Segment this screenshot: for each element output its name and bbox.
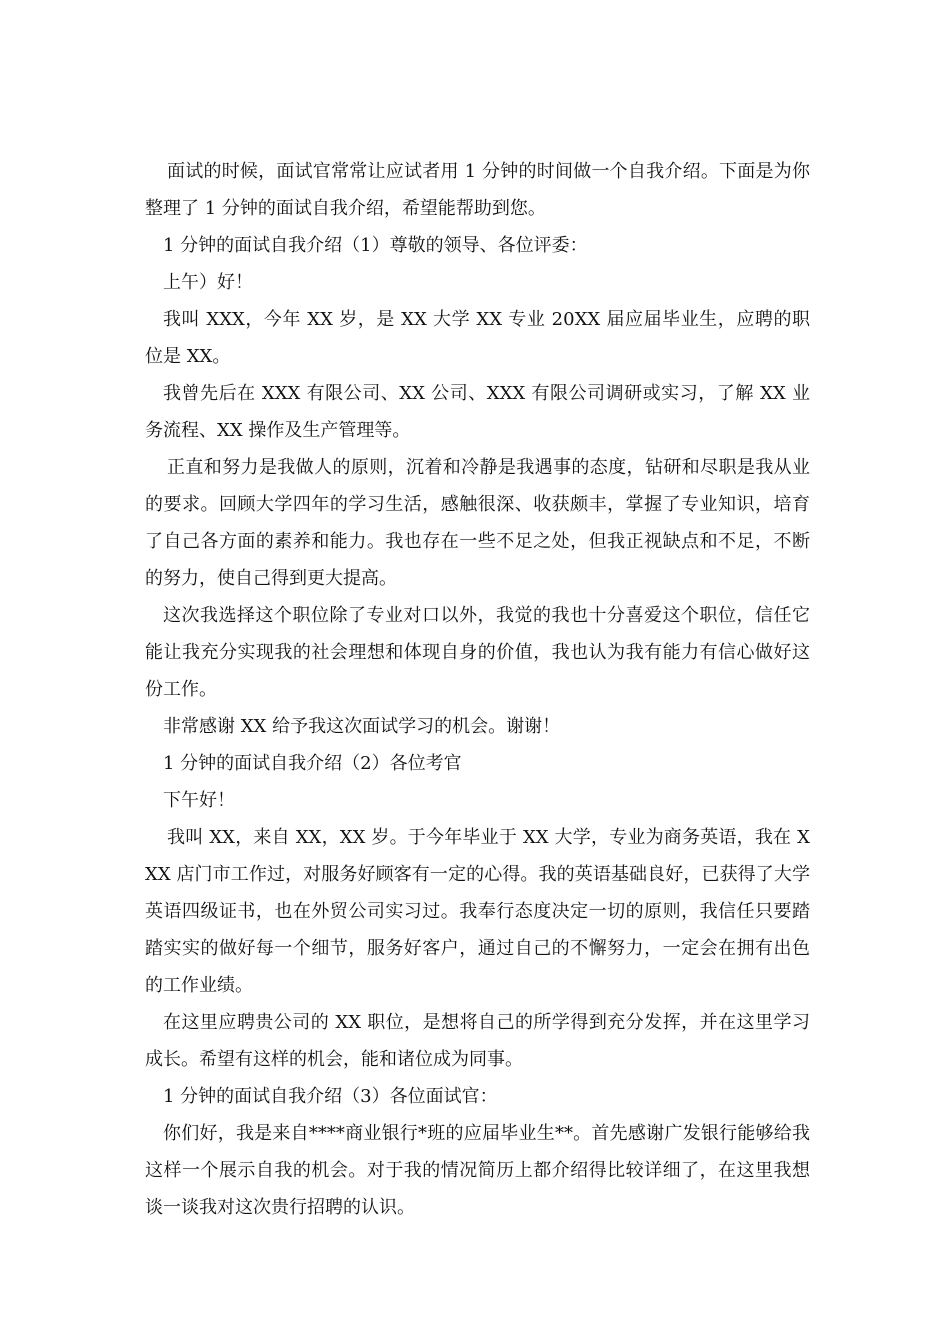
paragraph-motivation-2: 在这里应聘贵公司的 XX 职位，是想将自己的所学得到充分发挥，并在这里学习成长。希望有这样的机会，能和诸位成为同事。 — [145, 1012, 810, 1070]
paragraph-self-intro-2: 我叫 XX，来自 XX，XX 岁。于今年毕业于 XX 大学，专业为商务英语，我在 XXX 店门市工作过，对服务好顾客有一定的心得。我的英语基础良好，已获得了大学英语四级证书，也在外贸公司实习过。我奉行态度决定一切的原则，我信任只要踏踏实实的做好每一个细节，服务好客户，通过自己的不懈努力，一定会在拥有出色的工作业绩。 — [145, 827, 810, 996]
document-body — [145, 153, 810, 1226]
section-heading-2: 1 分钟的面试自我介绍（2）各位考官 — [163, 753, 462, 774]
paragraph-principles-1: 正直和努力是我做人的原则，沉着和冷静是我遇事的态度，钻研和尽职是我从业的要求。回顾大学四年的学习生活，感触很深、收获颇丰，掌握了专业知识，培育了自己各方面的素养和能力。我也存在一些不足之处，但我正视缺点和不足，不断的努力，使自己得到更大提高。 — [145, 457, 810, 589]
section-heading-1: 1 分钟的面试自我介绍（1）尊敬的领导、各位评委： — [163, 235, 588, 256]
paragraph-greeting-1: 上午）好！ — [163, 272, 253, 293]
section-heading-3: 1 分钟的面试自我介绍（3）各位面试官： — [163, 1086, 498, 1107]
paragraph-intro: 面试的时候，面试官常常让应试者用 1 分钟的时间做一个自我介绍。下面是为你整理了 1 分钟的面试自我介绍，希望能帮助到您。 — [145, 161, 810, 219]
paragraph-thanks-1: 非常感谢 XX 给予我这次面试学习的机会。谢谢！ — [163, 716, 561, 737]
paragraph-motivation-1: 这次我选择这个职位除了专业对口以外，我觉的我也十分喜爱这个职位，信任它能让我充分实现我的社会理想和体现自身的价值，我也认为我有能力有信心做好这份工作。 — [145, 605, 810, 700]
paragraph-self-intro-3: 你们好，我是来自****商业银行*班的应届毕业生**。首先感谢广发银行能够给我这样一个展示自我的机会。对于我的情况简历上都介绍得比较详细了，在这里我想谈一谈我对这次贵行招聘的认识。 — [145, 1123, 810, 1218]
paragraph-greeting-2: 下午好！ — [163, 790, 235, 811]
paragraph-experience-1: 我曾先后在 XXX 有限公司、XX 公司、XXX 有限公司调研或实习，了解 XX 业务流程、XX 操作及生产管理等。 — [145, 383, 810, 441]
paragraph-self-intro-1: 我叫 XXX，今年 XX 岁，是 XX 大学 XX 专业 20XX 届应届毕业生，应聘的职位是 XX。 — [145, 309, 810, 367]
